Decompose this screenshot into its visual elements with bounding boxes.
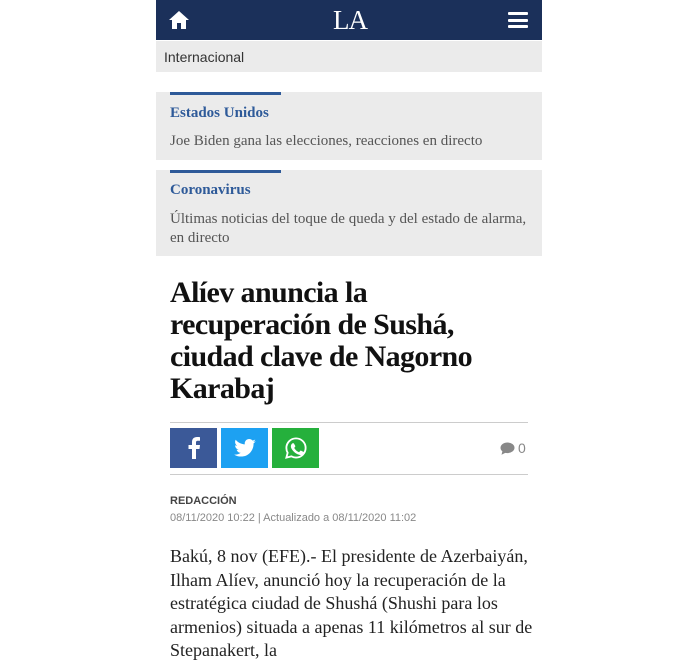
divider (170, 474, 528, 475)
menu-button[interactable] (508, 12, 528, 28)
article-title: Alíev anuncia la recuperación de Sushá, ciudad clave de Nagorno Karabaj (170, 276, 473, 405)
trending-card-coronavirus[interactable] (156, 170, 542, 256)
trending-card-estados-unidos[interactable] (156, 92, 542, 160)
home-button[interactable] (168, 9, 190, 31)
twitter-icon (234, 439, 256, 457)
card-headline[interactable]: Joe Biden gana las elecciones, reacciones en directo (170, 133, 483, 149)
article-dates: 08/11/2020 10:22 | Actualizado a 08/11/2020 11:02 (170, 512, 417, 524)
card-headline[interactable]: Últimas noticias del toque de queda y del estado de alarma, en directo (170, 211, 527, 246)
twitter-share-button[interactable] (221, 428, 268, 468)
whatsapp-share-button[interactable] (272, 428, 319, 468)
article-author: REDACCIÓN (170, 495, 237, 507)
facebook-share-button[interactable] (170, 428, 217, 468)
article-paragraph: Bakú, 8 nov (EFE).- El presidente de Azerbaiyán, Ilham Alíev, anunció hoy la recuperación de la estratégica ciudad de Shushá (Shushi para los armenios) situada a apenas 11 kilómetros al sur de Stepanakert, la (170, 546, 533, 660)
whatsapp-icon (285, 437, 307, 459)
card-accent-line (170, 170, 281, 173)
comments-count[interactable]: 0 (518, 440, 526, 456)
site-logo[interactable]: LA (333, 5, 367, 35)
site-header (156, 0, 542, 40)
article-body (170, 545, 535, 663)
divider (170, 422, 528, 423)
facebook-icon (187, 437, 201, 459)
section-bar[interactable] (156, 41, 542, 72)
hamburger-menu-icon (508, 12, 528, 15)
home-icon (168, 9, 190, 31)
comments-link[interactable] (500, 438, 530, 458)
card-kicker[interactable]: Estados Unidos (170, 105, 269, 121)
card-accent-line (170, 92, 281, 95)
comment-icon (500, 442, 515, 455)
card-kicker[interactable]: Coronavirus (170, 182, 251, 198)
section-label[interactable]: Internacional (164, 49, 245, 65)
